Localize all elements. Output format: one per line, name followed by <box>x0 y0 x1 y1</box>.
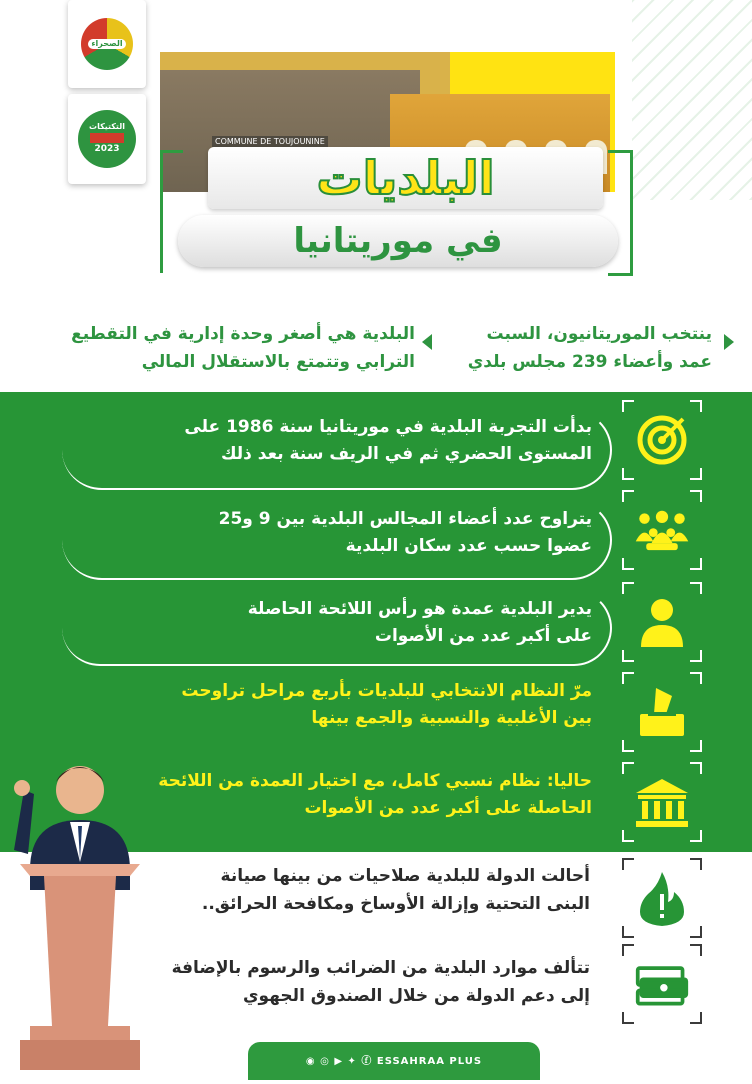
intro-right-line2: عمد وأعضاء 239 مجلس بلدي <box>467 352 712 372</box>
brand-logo-icon <box>81 18 133 70</box>
bottom-line: أحالت الدولة للبلدية صلاحيات من بينها صيانة <box>220 866 590 886</box>
icon-frame <box>622 400 702 480</box>
bottom-line: البنى التحتية وإزالة الأوساخ ومكافحة الحرائق.. <box>201 894 590 914</box>
fact-line: الحاصلة على أكبر عدد من الأصوات <box>304 798 592 818</box>
elections-logo-year: 2023 <box>94 144 120 155</box>
bottom-text <box>120 954 590 1010</box>
intro-arrow-right <box>724 334 734 350</box>
target-icon <box>634 412 690 468</box>
twitter-icon[interactable]: ✦ <box>347 1056 357 1067</box>
facebook-icon[interactable]: ⓕ <box>361 1056 373 1067</box>
fact-line: بدأت التجربة البلدية في موريتانيا سنة 1986 على <box>184 417 592 437</box>
fact-line: يتراوح عدد أعضاء المجالس البلدية بين 9 و25 <box>218 509 592 529</box>
fact-line: حاليا: نظام نسبي كامل، مع اختيار العمدة من اللائحة <box>158 771 592 791</box>
ballot-box-icon <box>634 684 690 740</box>
fact-text <box>72 506 592 560</box>
fact-line: بين الأغلبية والنسبية والجمع بينها <box>311 708 592 728</box>
photo-sign: COMMUNE DE TOUJOUNINE <box>212 136 328 147</box>
corner-pattern <box>632 0 752 200</box>
bottom-line: إلى دعم الدولة من خلال الصندوق الجهوي <box>242 986 590 1006</box>
flag-stripe <box>90 133 124 143</box>
bottom-text <box>120 862 590 918</box>
icon-frame <box>622 672 702 752</box>
fire-warning-icon <box>634 870 690 926</box>
icon-frame <box>622 490 702 570</box>
footer-brand[interactable]: ESSAHRAA PLUS <box>376 1056 483 1067</box>
intro-arrow-left <box>422 334 432 350</box>
icon-frame <box>622 858 702 938</box>
web-icon[interactable]: ◉ <box>305 1056 316 1067</box>
intro-right <box>432 320 712 376</box>
fact-line: المستوى الحضري ثم في الريف سنة بعد ذلك <box>220 444 592 464</box>
brand-logo <box>68 0 146 88</box>
footer-social <box>248 1052 540 1067</box>
intro-left <box>40 320 415 376</box>
page-subtitle: في موريتانيا <box>293 221 503 261</box>
icon-frame <box>622 944 702 1024</box>
brand-logo-label: الصحراء <box>88 39 125 50</box>
fact-line: مرّ النظام الانتخابي للبلديات بأربع مراحل تراوحت <box>181 681 592 701</box>
group-icon <box>634 502 690 558</box>
icon-frame <box>622 762 702 842</box>
instagram-icon[interactable]: ◎ <box>320 1056 330 1067</box>
intro-left-line1: البلدية هي أصغر وحدة إدارية في التقطيع <box>71 324 415 344</box>
fact-text <box>52 678 592 732</box>
page-title: البلديات <box>316 151 495 205</box>
person-icon <box>634 594 690 650</box>
fact-text <box>72 596 592 650</box>
fact-text <box>92 768 592 822</box>
intro-right-line1: ينتخب الموريتانيون، السبت <box>486 324 712 344</box>
fact-line: على أكبر عدد من الأصوات <box>374 626 592 646</box>
money-stack-icon <box>634 956 690 1012</box>
speaker-illustration <box>0 760 160 1080</box>
institution-icon <box>634 774 690 830</box>
elections-logo-icon <box>78 110 136 168</box>
bottom-line: تتألف موارد البلدية من الضرائب والرسوم بالإضافة <box>171 958 590 978</box>
icon-frame <box>622 582 702 662</box>
elections-logo <box>68 94 146 184</box>
fact-line: يدير البلدية عمدة هو رأس اللائحة الحاصلة <box>247 599 592 619</box>
youtube-icon[interactable]: ▶ <box>334 1056 344 1067</box>
elections-logo-label: التكتيكات <box>89 121 125 131</box>
fact-line: عضوا حسب عدد سكان البلدية <box>345 536 592 556</box>
fact-text <box>72 414 592 468</box>
intro-left-line2: الترابي وتتمتع بالاستقلال المالي <box>141 352 415 372</box>
